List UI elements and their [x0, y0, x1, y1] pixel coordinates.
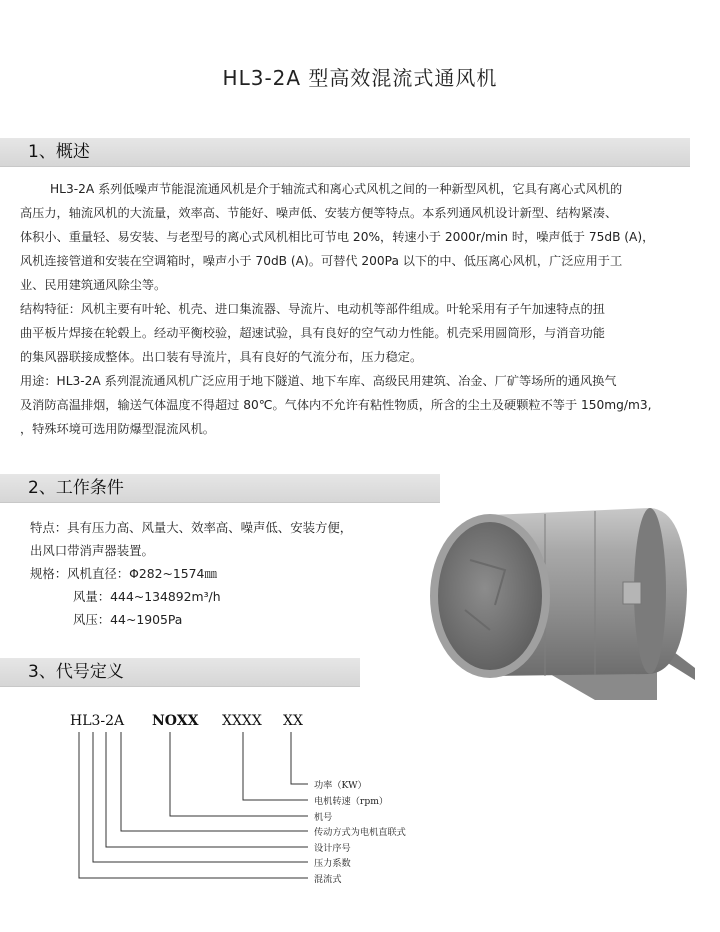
- overview-line: ，特殊环境可选用防爆型混流风机。: [20, 422, 215, 436]
- code-legend-drive: 传动方式为电机直联式: [314, 827, 406, 838]
- section-title-overview: 1、概述: [28, 142, 90, 162]
- section-title-conditions: 2、工作条件: [28, 478, 124, 498]
- overview-line: 用途：HL3-2A 系列混流通风机广泛应用于地下隧道、地下车库、高级民用建筑、冶金、厂矿等场所的通风换气: [20, 374, 617, 388]
- conditions-spec-diameter: 规格：风机直径：Φ282~1574㎜: [30, 566, 217, 581]
- code-legend-number: 机号: [314, 812, 333, 823]
- code-part-power: XX: [283, 713, 303, 729]
- code-part-number: NOXX: [152, 713, 199, 729]
- section-title-code: 3、代号定义: [28, 662, 124, 682]
- overview-line: 高压力，轴流风机的大流量，效率高、节能好、噪声低、安装方便等特点。本系列通风机设计新型、结构紧凑、: [20, 206, 618, 220]
- code-legend-design: 设计序号: [314, 843, 351, 854]
- overview-line: HL3-2A 系列低噪声节能混流通风机是介于轴流式和离心式风机之间的一种新型风机，它具有离心式风机的: [50, 182, 623, 196]
- overview-line: 及消防高温排烟，输送气体温度不得超过 80℃。气体内不允许有粘性物质，所含的尘土及硬颗粒不等于 150mg/m3,: [20, 398, 652, 412]
- overview-line: 曲平板片焊接在轮毂上。经动平衡校验，超速试验，具有良好的空气动力性能。机壳采用圆筒形，与消音功能: [20, 326, 605, 340]
- conditions-spec-pressure: 风压：44~1905Pa: [73, 612, 183, 627]
- code-part-model: HL3-2A: [70, 713, 125, 729]
- conditions-features-line: 出风口带消声器装置。: [30, 543, 154, 558]
- overview-line: 风机连接管道和安装在空调箱时，噪声小于 70dB (A)。可替代 200Pa 以下的中、低压离心风机，广泛应用于工: [20, 254, 623, 268]
- page-title: HL3-2A 型高效混流式通风机: [222, 66, 498, 90]
- code-legend-pressure: 压力系数: [314, 858, 351, 869]
- code-legend-speed: 电机转速（rpm）: [314, 796, 389, 807]
- code-legend-power: 功率（KW）: [314, 780, 367, 791]
- code-legend-type: 混流式: [314, 874, 342, 885]
- overview-line: 结构特征：风机主要有叶轮、机壳、进口集流器、导流片、电动机等部件组成。叶轮采用有子午加速特点的扭: [20, 302, 605, 316]
- conditions-features-line: 特点：具有压力高、风量大、效率高、噪声低、安装方便，: [30, 520, 353, 535]
- conditions-spec-airflow: 风量：444~134892m³/h: [73, 589, 221, 604]
- overview-line: 体积小、重量轻、易安装、与老型号的离心式风机相比可节电 20%，转速小于 2000r/min 时，噪声低于 75dB (A)，: [20, 230, 655, 244]
- overview-line: 业、民用建筑通风除尘等。: [20, 278, 167, 292]
- code-part-speed: XXXX: [222, 713, 262, 729]
- overview-line: 的集风器联接成整体。出口装有导流片，具有良好的气流分布，压力稳定。: [20, 350, 423, 364]
